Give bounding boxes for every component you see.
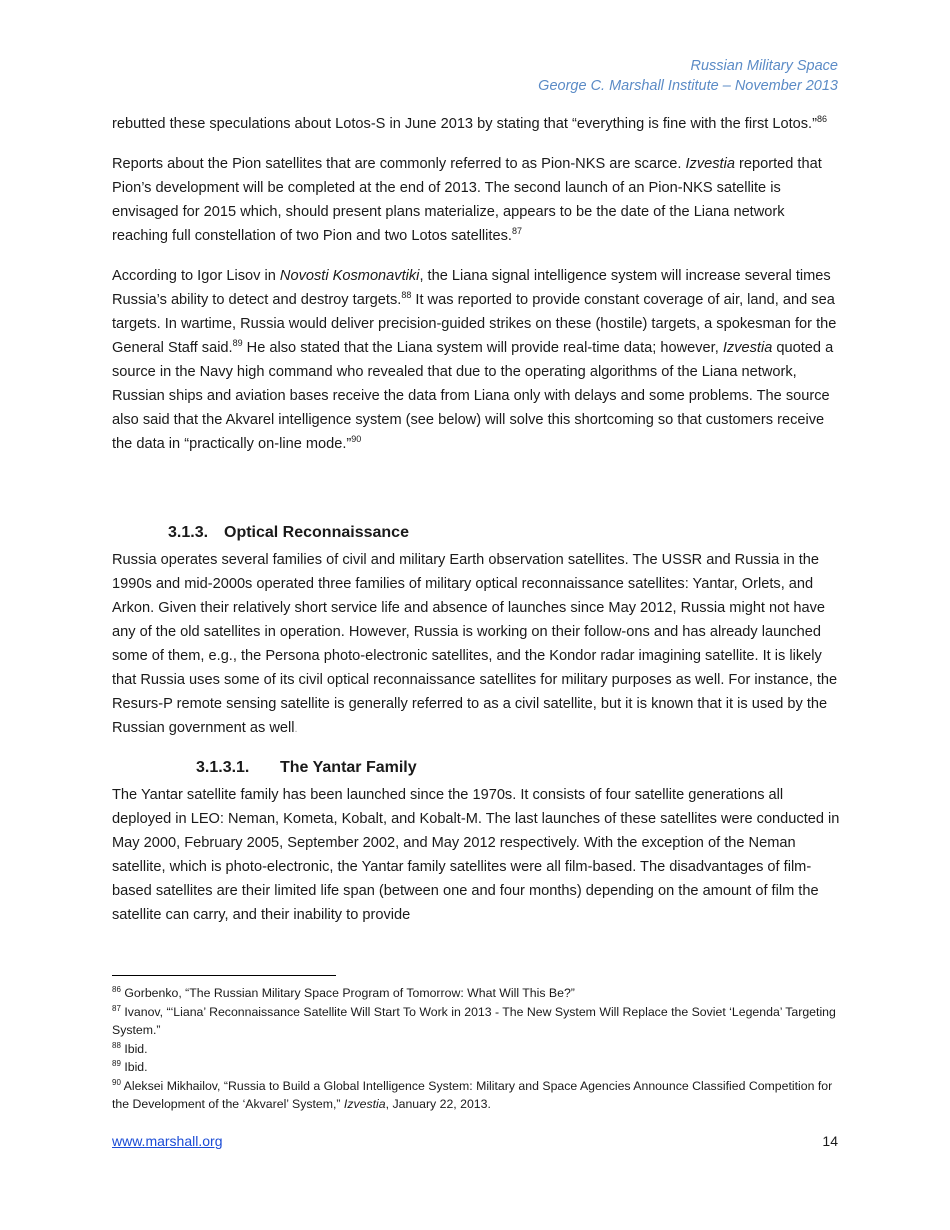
paragraph-lotos: rebutted these speculations about Lotos-S in June 2013 by stating that “everything is fine with the first Lotos.”$^{86}$: [112, 114, 827, 132]
footnote-divider: [112, 975, 336, 976]
paragraph-optical: Russia operates several families of civil and military Earth observation satellites. The USSR and Russia in the 1990s and mid-2000s operated three families of military optical reconnaissance satellites: Yantar, Orlets, and Arkon. Given their relatively short service life and absence of launches since May 2012, Russia might not have any of the old satellites in operation. However, Russia is working on their follow-ons and has already launched some of them, e.g., the Persona photo-electronic satellites, and the Kondor radar imagining satellite. It is likely that Russia uses some of its civil optical reconnaissance satellites for military purposes as well. For instance, the Resurs-P remote sensing satellite is generally referred to as a civil satellite, but it is known that it is used by the Russian government as well.: [112, 552, 838, 736]
section-heading-yantar: 3.1.3.1. The Yantar Family: [196, 759, 417, 776]
footnote-88: $^{88}$ Ibid.: [112, 1040, 148, 1056]
footnote-ref[interactable]: 90: [351, 434, 362, 445]
footnote-ref[interactable]: 88: [401, 290, 412, 301]
section-heading-optical: 3.1.3. Optical Reconnaissance: [168, 524, 409, 541]
paragraph-pion: Reports about the Pion satellites that are commonly referred to as Pion-NKS are scarce. Izvestia reported that Pion’s development will be completed at the end of 2013. The second launch of an Pion-NKS satellite is envisaged for 2015 which, should present plans materialize, appears to be the date of the Liana network reaching full constellation of two Pion and two Lotos satellites.$^{87}$: [112, 156, 822, 244]
header-title: Russian Military Space: [690, 58, 838, 74]
paragraph-liana: According to Igor Lisov in Novosti Kosmonavtiki, the Liana signal intelligence system will increase several times Russia’s ability to detect and destroy targets.$^{88}$ It was reported to provide constant coverage of air, land, and sea targets. In wartime, Russia would deliver precision-guided strikes on these (hostile) targets, a spokesman for the General Staff said.$^{89}$ He also stated that the Liana system will provide real-time data; however, Izvestia quoted a source in the Navy high command who revealed that due to the operating algorithms of the Liana network, Russian ships and aviation bases receive the data from Liana only with delays and some problems. The source also said that the Akvarel intelligence system (see below) will solve this shortcoming so that customers receive the data in “practically on-line mode.”$^{90}$: [112, 268, 837, 452]
website-link[interactable]: www.marshall.org: [112, 1133, 223, 1149]
footnote-ref[interactable]: 89: [232, 338, 243, 349]
page-number: 14: [822, 1133, 838, 1149]
running-header: [538, 56, 838, 96]
footnote-90: $^{90}$ Aleksei Mikhailov, “Russia to Build a Global Intelligence System: Military and Space Agencies Announce Classified Competition for the Development of the ‘Akvarel’ System,” Izvestia, January 22, 2013.: [112, 1077, 833, 1111]
footnote-ref[interactable]: 87: [511, 226, 522, 237]
page-body: [112, 112, 840, 943]
footnote-86: $^{86}$ Gorbenko, “The Russian Military Space Program of Tomorrow: What Will This Be?”: [112, 984, 575, 1000]
footnote-89: $^{89}$ Ibid.: [112, 1058, 148, 1074]
header-subtitle: George C. Marshall Institute – November 2013: [538, 78, 838, 94]
paragraph-yantar: The Yantar satellite family has been launched since the 1970s. It consists of four satellite generations all deployed in LEO: Neman, Kometa, Kobalt, and Kobalt-M. The last launches of these satellites were conducted in May 2000, February 2005, September 2002, and May 2012 respectively. With the exception of the Neman satellite, which is photo-electronic, the Yantar family satellites were all film-based. The disadvantages of film-based satellites are their limited life span (between one and four months) depending on the amount of film the satellite can carry, and their inability to provide: [112, 787, 840, 923]
footnote-87: $^{87}$ Ivanov, “‘Liana’ Reconnaissance Satellite Will Start To Work in 2013 - The New System Will Replace the Soviet ‘Legenda’ Targeting System.”: [112, 1003, 836, 1037]
footnotes: [112, 984, 842, 1114]
footnote-ref[interactable]: 86: [816, 114, 827, 125]
